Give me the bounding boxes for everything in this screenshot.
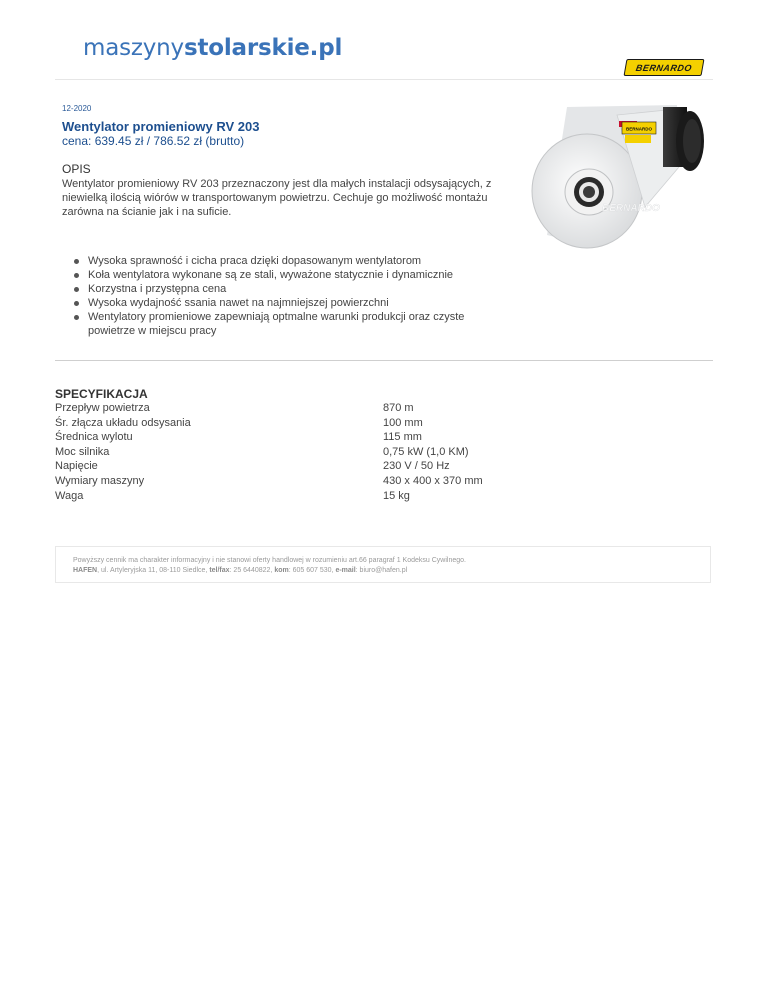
description-heading: OPIS (62, 162, 91, 176)
feature-list (62, 254, 492, 338)
footer-address: , ul. Artyleryjska 11, 08-110 Siedlce, (97, 567, 210, 574)
spec-row (55, 445, 483, 460)
product-image-watermark: BERNARDO (602, 203, 660, 214)
spec-label: Napięcie (55, 460, 98, 473)
footer-telfax-label: tel/fax (209, 567, 230, 574)
spec-row (55, 416, 483, 431)
spec-table (55, 401, 483, 503)
spec-label: Śr. złącza układu odsysania (55, 416, 191, 429)
feature-text: Korzystna i przystępna cena (88, 283, 227, 295)
spec-value: 100 mm (383, 416, 423, 429)
spec-row (55, 430, 483, 445)
footer-kom-label: kom (274, 567, 289, 574)
feature-item (62, 296, 492, 310)
spec-heading: SPECYFIKACJA (55, 387, 148, 401)
document-date: 12-2020 (62, 104, 92, 113)
spec-value: 870 m (383, 402, 414, 414)
spec-label: Moc silnika (55, 445, 110, 458)
spec-label: Waga (55, 489, 84, 502)
spec-label: Wymiary maszyny (55, 474, 145, 487)
brand-logo-bernardo (624, 59, 705, 76)
spec-row (55, 489, 483, 504)
footer-contact (73, 567, 407, 574)
product-price: cena: 639.45 zł / 786.52 zł (brutto) (62, 134, 245, 148)
feature-text: Wysoka sprawność i cicha praca dzięki dopasowanym wentylatorom (88, 255, 422, 267)
footer-company: HAFEN (73, 567, 98, 574)
spec-row (55, 474, 483, 489)
spec-label: Średnica wylotu (55, 431, 133, 444)
section-divider (55, 360, 713, 361)
bullet-icon (74, 273, 79, 278)
feature-item (62, 310, 492, 338)
bullet-icon (74, 287, 79, 292)
feature-item (62, 282, 492, 296)
spec-value: 230 V / 50 Hz (383, 460, 450, 473)
product-image-sticker: BERNARDO (625, 126, 653, 132)
spec-value: 0,75 kW (1,0 KM) (383, 445, 469, 458)
footer-kom: : 605 607 530, (288, 567, 336, 574)
bullet-icon (74, 301, 79, 306)
footer-disclaimer: Powyższy cennik ma charakter informacyjny i nie stanowi oferty handlowej w rozumieniu art.66 paragraf 1 Kodeksu Cywilnego. (73, 557, 466, 564)
footer-email[interactable]: : biuro@hafen.pl (355, 567, 408, 574)
feature-item (62, 268, 492, 282)
feature-text: Koła wentylatora wykonane są ze stali, wyważone statycznie i dynamicznie (88, 269, 454, 281)
spec-row (55, 459, 483, 474)
product-image (527, 95, 712, 255)
spec-row (55, 401, 483, 416)
bullet-icon (74, 315, 79, 320)
feature-text: Wentylatory promieniowe zapewniają optmalne warunki produkcji oraz czyste powietrze w miejscu pracy (88, 311, 465, 337)
description-text: Wentylator promieniowy RV 203 przeznaczony jest dla małych instalacji odsysających, z niewielką ilością wiórów w transportowanym powietrzu. Cechuje go możliwość montażu zarówna na ścianie jak i na suficie. (62, 178, 492, 218)
spec-value: 15 kg (383, 489, 410, 502)
logo-text-part2: stolarskie.pl (183, 35, 343, 61)
logo-text-part1: maszyny (83, 35, 184, 61)
footer-telfax: : 25 6440822, (229, 567, 275, 574)
brand-logo-text: BERNARDO (635, 62, 693, 73)
header-divider (55, 79, 713, 80)
product-title: Wentylator promieniowy RV 203 (62, 119, 260, 134)
feature-text: Wysoka wydajność ssania nawet na najmniejszej powierzchni (88, 297, 389, 309)
spec-value: 430 x 400 x 370 mm (383, 474, 483, 487)
footer-email-label: e-mail (335, 567, 356, 574)
bullet-icon (74, 259, 79, 264)
footer-disclaimer-box (55, 546, 711, 583)
spec-label: Przepływ powietrza (55, 402, 150, 414)
feature-item (62, 254, 492, 268)
spec-value: 115 mm (383, 431, 422, 444)
site-logo[interactable] (83, 35, 342, 61)
